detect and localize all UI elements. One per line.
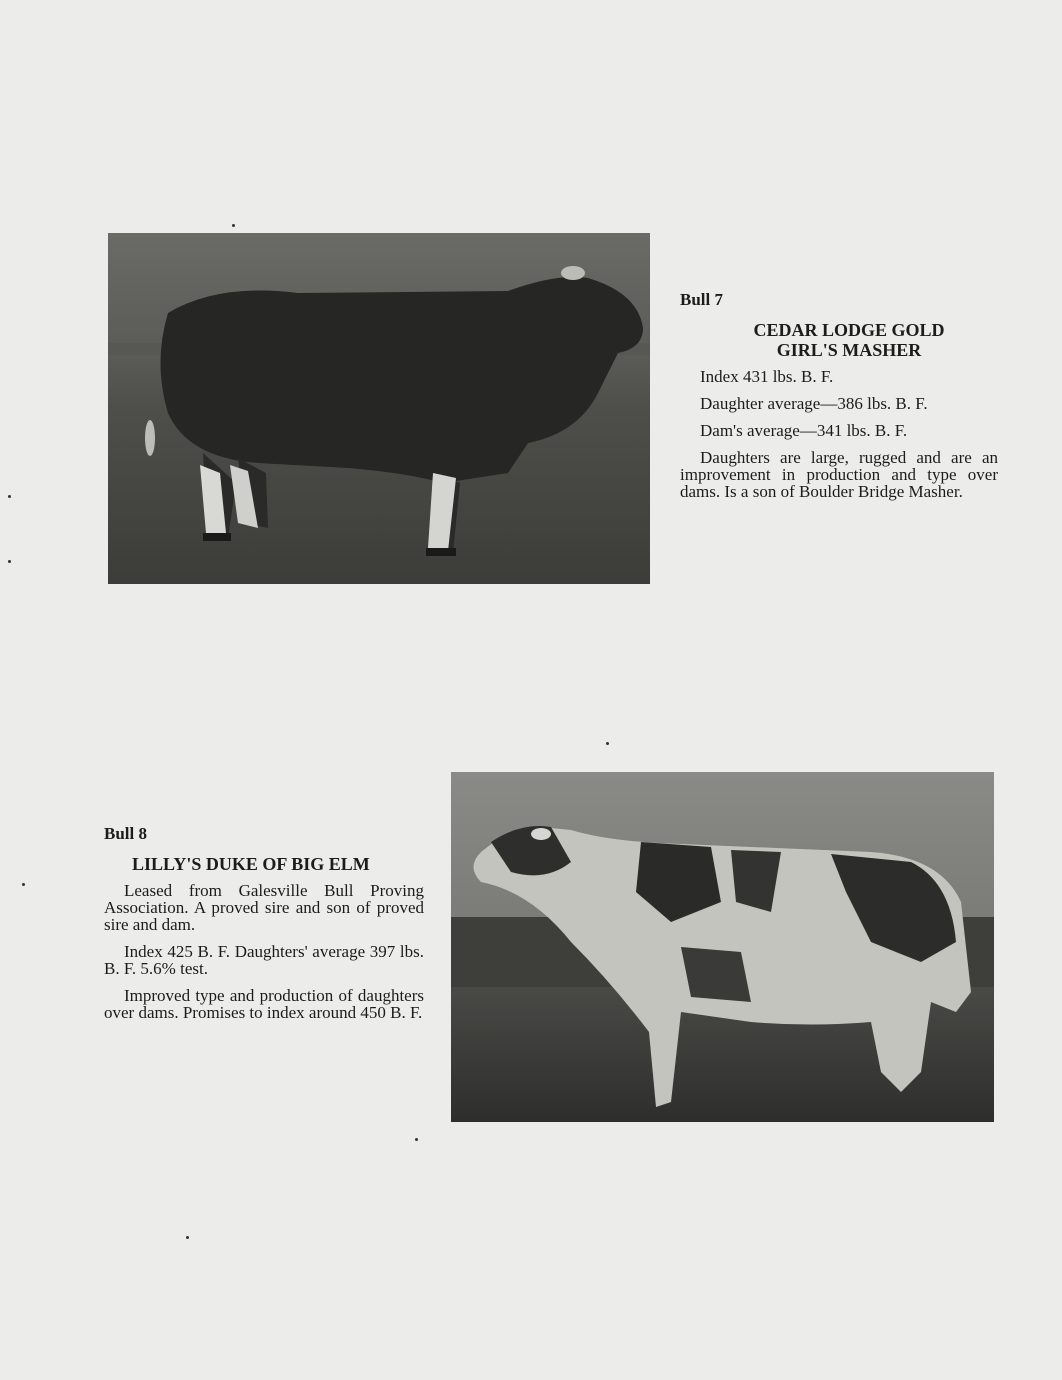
bull-8-photo: [451, 772, 994, 1122]
bull-7-description: Daughters are large, rugged and are an improvement in production and type over dams. Is a son of Boulder Bridge Masher.: [680, 448, 998, 501]
bull-7-name-line1: CEDAR LODGE GOLD: [753, 320, 945, 340]
bull-8-index: Index 425 B. F. Daughters' average 397 lbs. B. F. 5.6% test.: [104, 942, 424, 978]
bull-7-entry: [680, 290, 998, 510]
speck: [232, 224, 235, 227]
speck: [606, 742, 609, 745]
bull-7-daughter-average: Daughter average—386 lbs. B. F.: [700, 394, 928, 413]
bull-7-photo: [108, 233, 650, 584]
bull-7-number: Bull 7: [680, 290, 723, 309]
bull-8-entry: [104, 824, 424, 1031]
bull-8-number: Bull 8: [104, 824, 147, 843]
bull-8-lease-info: Leased from Galesville Bull Proving Association. A proved sire and son of proved sire and dam.: [104, 881, 424, 934]
bull-7-name: [680, 320, 998, 360]
bull-7-name-line2: GIRL'S MASHER: [776, 340, 922, 360]
speck: [8, 560, 11, 563]
bull-8-name: LILLY'S DUKE OF BIG ELM: [132, 854, 370, 874]
bull-8-description: Improved type and production of daughters over dams. Promises to index around 450 B. F.: [104, 986, 424, 1022]
speck: [22, 883, 25, 886]
bull-7-index: Index 431 lbs. B. F.: [700, 367, 834, 386]
speck: [8, 495, 11, 498]
speck: [186, 1236, 189, 1239]
speck: [415, 1138, 418, 1141]
bull-7-dam-average: Dam's average—341 lbs. B. F.: [700, 421, 908, 440]
